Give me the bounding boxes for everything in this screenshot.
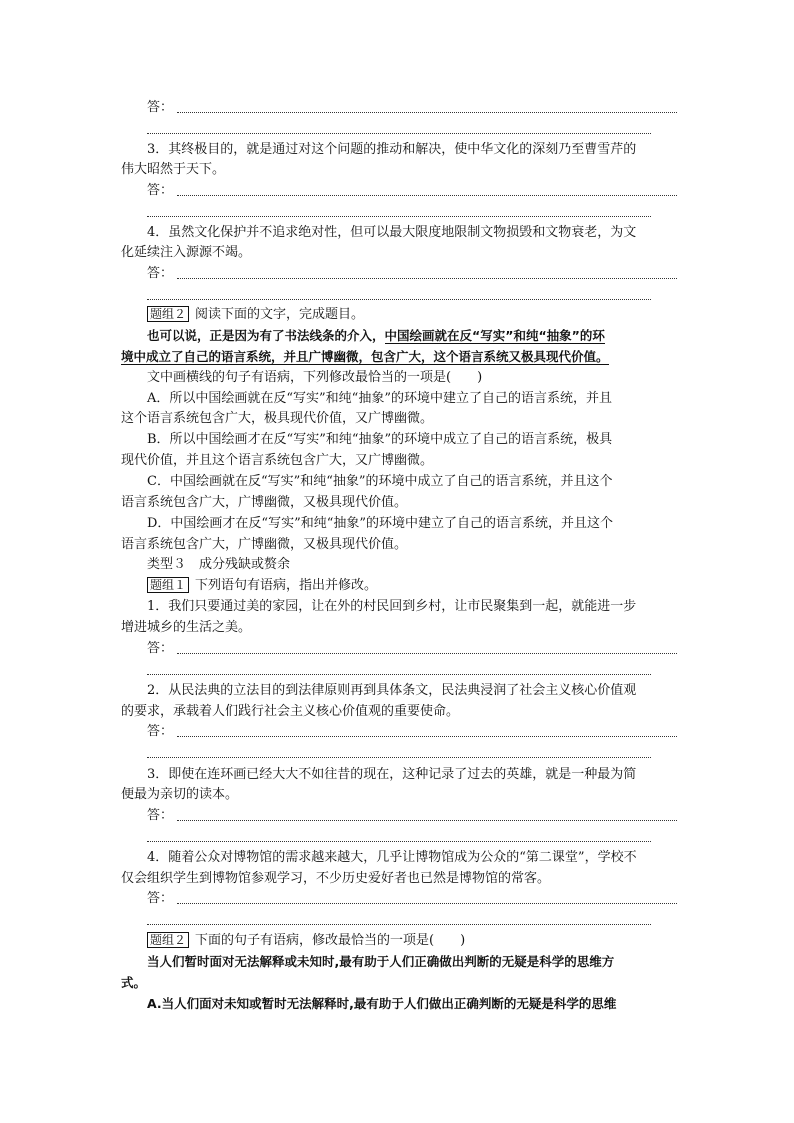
group-instruction: 阅读下面的文字，完成题目。 xyxy=(195,307,365,322)
option-d-cont: 语言系统包含广大，广博幽微，又极具现代价值。 xyxy=(121,537,408,552)
option-c[interactable]: C．中国绘画就在反“写实”和纯“抽象”的环境中成立了自己的语言系统，并且这个 xyxy=(147,474,613,489)
group-tag: 题组１ xyxy=(147,577,189,593)
question-item: 4．随着公众对博物馆的需求越来越大，几乎让博物馆成为公众的“第二课堂”，学校不 xyxy=(147,850,637,865)
answer-line[interactable]: 答： xyxy=(147,723,677,741)
answer-continuation-line xyxy=(147,674,651,675)
option-a[interactable]: A.当人们面对未知或暂时无法解释时,最有助于人们做出正确判断的无疑是科学的思维 xyxy=(147,996,617,1011)
question-item-cont: 化延续注入源源不竭。 xyxy=(121,245,252,260)
answer-continuation-line xyxy=(147,841,651,842)
group-heading xyxy=(147,306,677,324)
option-b[interactable]: B．所以中国绘画才在反“写实”和纯“抽象”的环境中成立了自己的语言系统，极具 xyxy=(147,432,613,447)
question-item-cont: 增进城乡的生活之美。 xyxy=(121,620,252,635)
option-d[interactable]: D．中国绘画才在反“写实”和纯“抽象”的环境中建立了自己的语言系统，并且这个 xyxy=(147,516,614,531)
group-tag: 题组２ xyxy=(147,932,189,948)
answer-line[interactable]: 答： xyxy=(147,890,677,908)
question-item-cont: 仅会组织学生到博物馆参观学习，不少历史爱好者也已然是博物馆的常客。 xyxy=(121,871,551,886)
question-item: 4．虽然文化保护并不追求绝对性，但可以最大限度地限制文物损毁和文物衰老，为文 xyxy=(147,225,637,240)
sentence-line-1: 当人们暂时面对无法解释或未知时,最有助于人们正确做出判断的无疑是科学的思维方 xyxy=(147,954,615,969)
option-a[interactable]: A．所以中国绘画就在反“写实”和纯“抽象”的环境中建立了自己的语言系统，并且 xyxy=(147,391,612,406)
group-tag: 题组２ xyxy=(147,306,189,322)
answer-continuation-line xyxy=(147,216,651,217)
question-stem: 文中画横线的句子有语病，下列修改最恰当的一项是( ) xyxy=(147,370,483,385)
answer-line[interactable]: 答： xyxy=(147,807,677,825)
underlined-sentence: 境中成立了自己的语言系统，并且广博幽微，包含广大，这个语言系统又极具现代价值。 xyxy=(121,349,609,364)
passage-line-2 xyxy=(121,348,677,366)
answer-continuation-line xyxy=(147,924,651,925)
passage-line-1: 也可以说，正是因为有了书法线条的介入，中国绘画就在反“写实”和纯“抽象”的环 xyxy=(147,328,605,343)
answer-line[interactable]: 答： xyxy=(147,265,677,283)
question-item: 2．从民法典的立法目的到法律原则再到具体条文，民法典浸润了社会主义核心价值观 xyxy=(147,683,637,698)
underlined-sentence: 中国绘画就在反“写实”和纯“抽象”的环 xyxy=(384,328,605,343)
group-heading: 题组２ 下面的句子有语病，修改最恰当的一项是( ) xyxy=(147,932,677,950)
answer-line[interactable]: 答： xyxy=(147,640,677,658)
option-c-cont: 语言系统包含广大，广博幽微，又极具现代价值。 xyxy=(121,495,408,510)
question-item: 3．即使在连环画已经大大不如往昔的现在，这种记录了过去的英雄，就是一种最为简 xyxy=(147,767,637,782)
answer-line[interactable] xyxy=(147,99,677,117)
option-b-cont: 现代价值，并且这个语言系统包含广大，又广博幽微。 xyxy=(121,453,434,468)
answer-continuation-line xyxy=(147,299,651,300)
answer-label: 答： xyxy=(147,100,174,115)
answer-continuation-line xyxy=(147,757,651,758)
question-item-cont: 的要求，承载着人们践行社会主义核心价值观的重要使命。 xyxy=(121,704,460,719)
group-heading: 题组１ 下列语句有语病，指出并修改。 xyxy=(147,577,677,595)
question-item: 1．我们只要通过美的家园，让在外的村民回到乡村，让市民聚集到一起，就能进一步 xyxy=(147,599,637,614)
question-item-cont: 便最为亲切的读本。 xyxy=(121,787,239,802)
question-item-cont: 伟大昭然于天下。 xyxy=(121,162,226,177)
question-item: 3．其终极目的，就是通过对这个问题的推动和解决，使中华文化的深刻乃至曹雪芹的 xyxy=(147,142,637,157)
sentence-line-2: 式。 xyxy=(121,975,147,990)
section-heading: 类型３ 成分残缺或赘余 xyxy=(147,557,291,572)
answer-line[interactable]: 答： xyxy=(147,182,677,200)
option-a-cont: 这个语言系统包含广大，极具现代价值，又广博幽微。 xyxy=(121,411,434,426)
answer-continuation-line xyxy=(147,133,651,134)
